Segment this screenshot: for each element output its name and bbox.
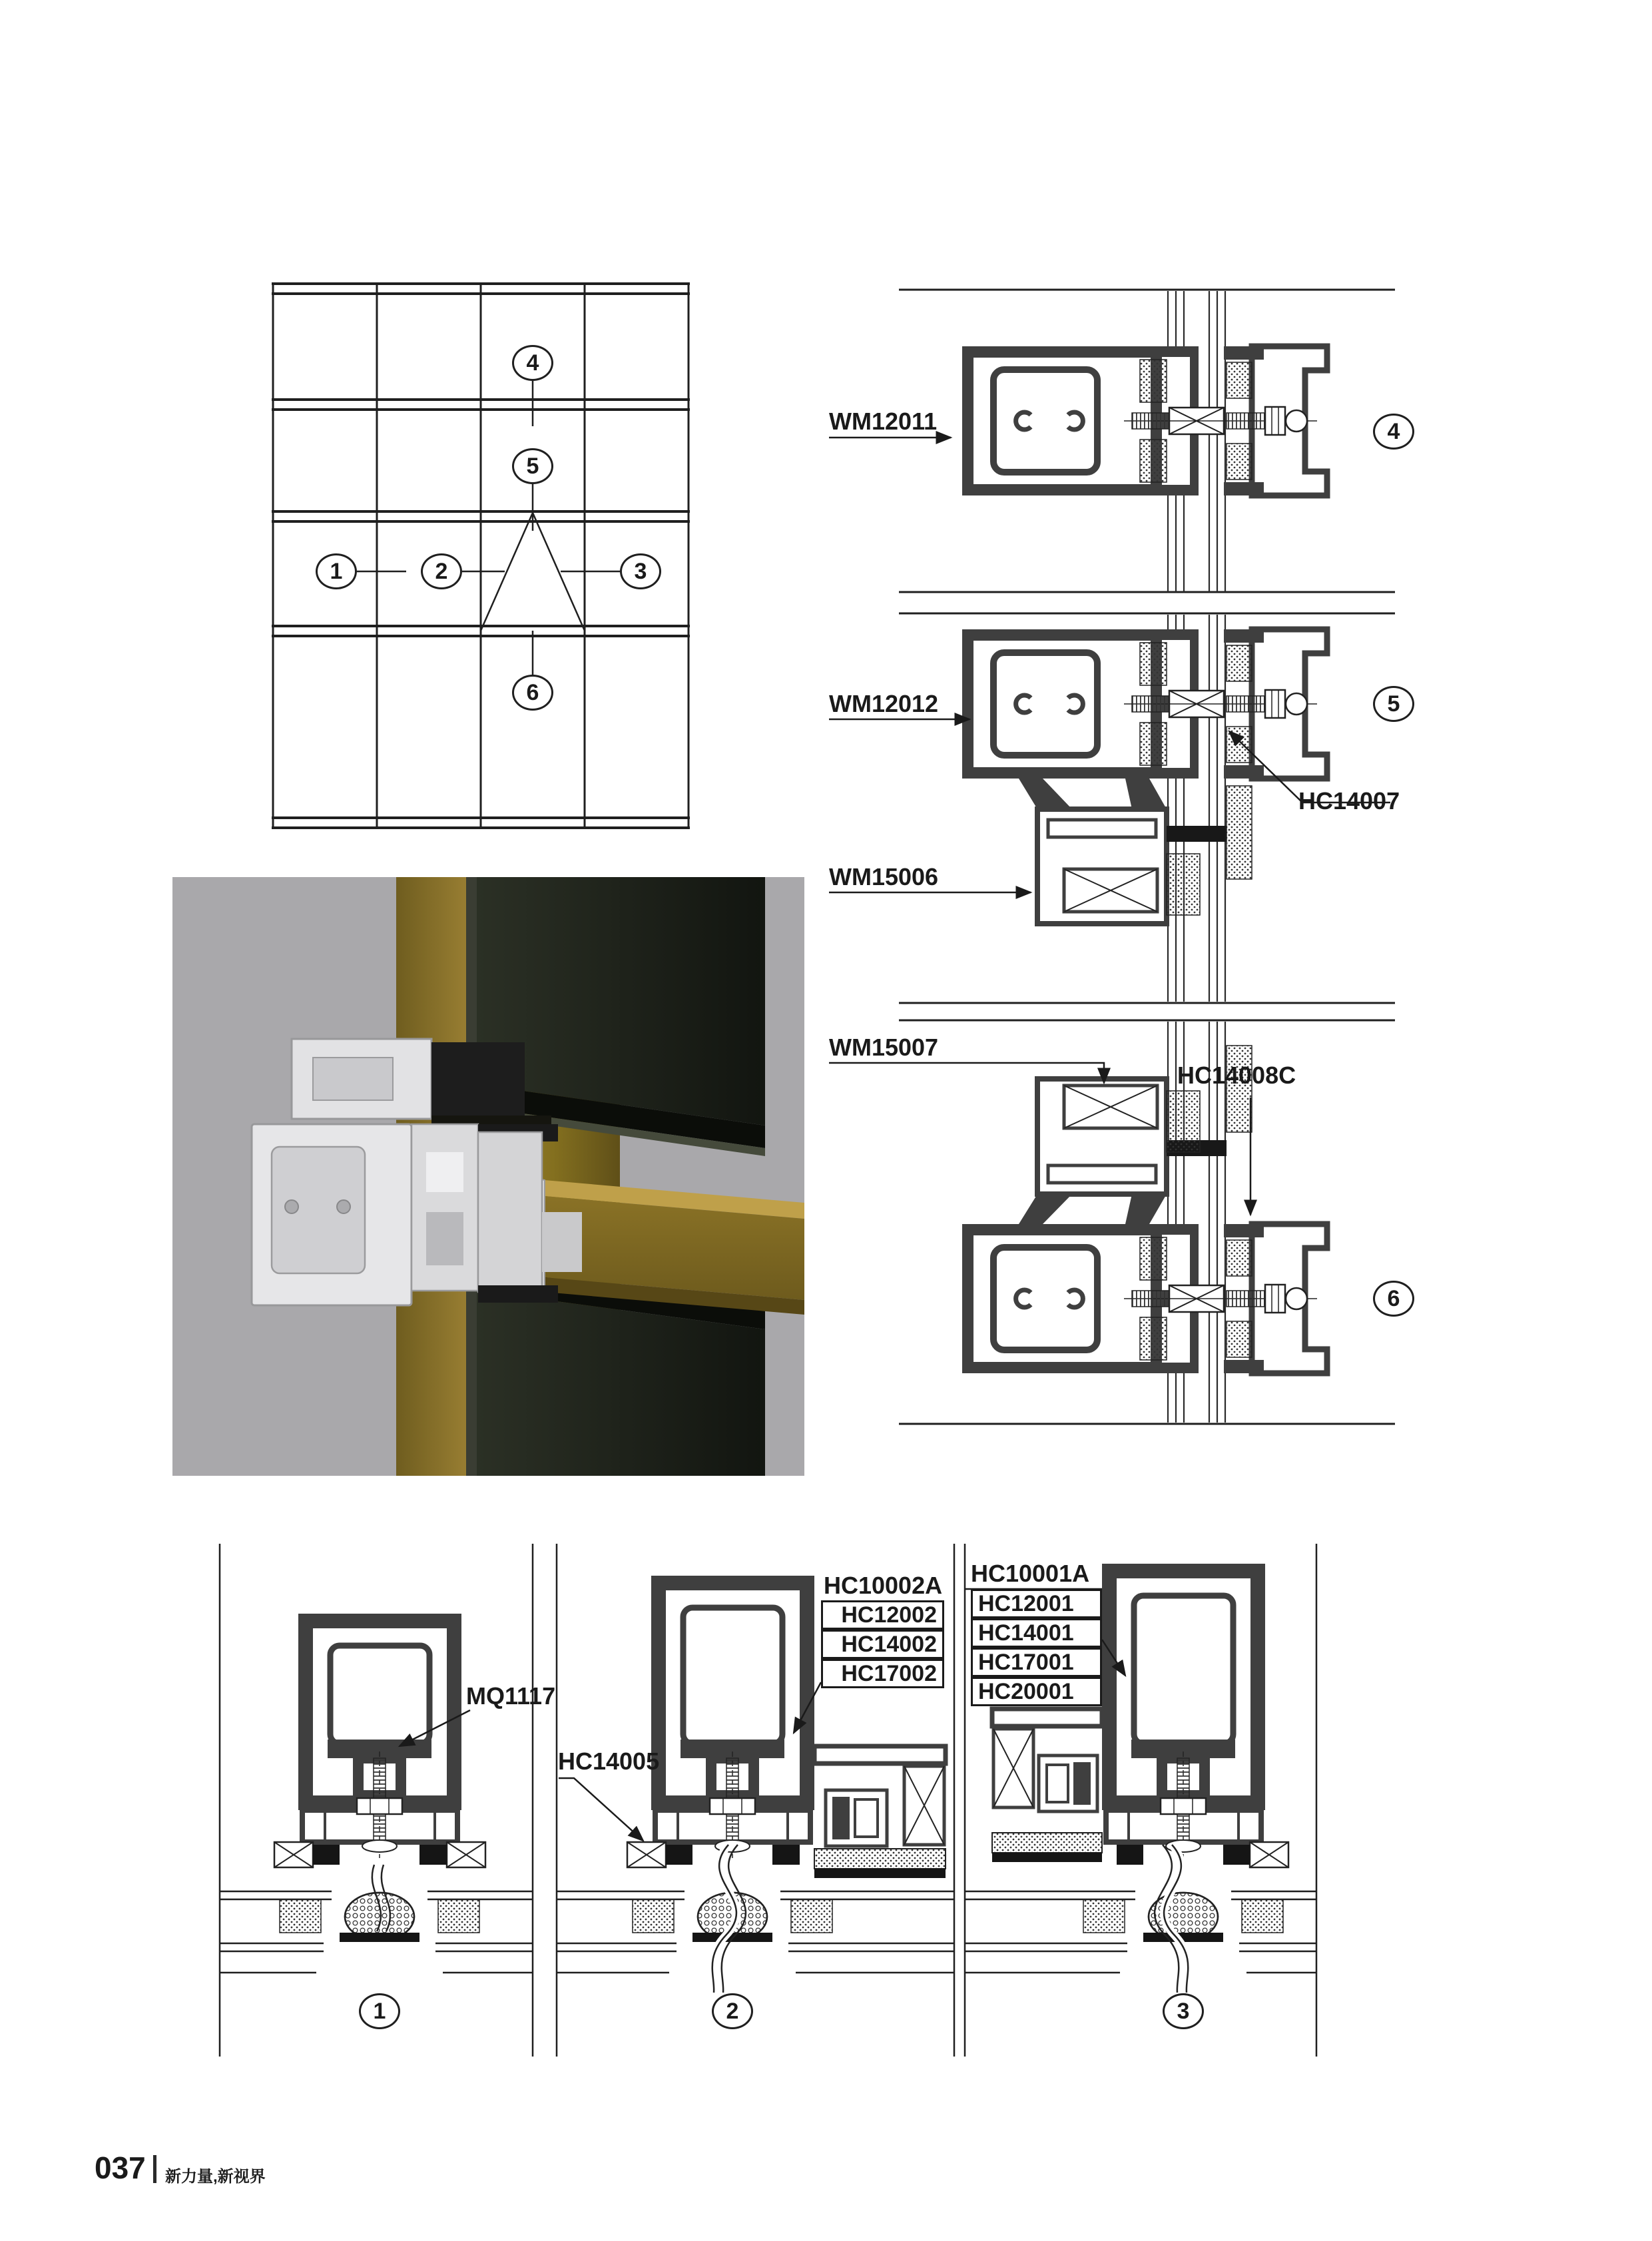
label-wm15007: WM15007 [829, 1034, 939, 1061]
section-detail-4 [962, 346, 1327, 495]
callout-5-section: 5 [1373, 686, 1414, 722]
callout-4-section: 4 [1373, 414, 1414, 450]
stack2-row: HC14002 [821, 1630, 944, 1659]
stack3-row: HC12001 [971, 1589, 1102, 1618]
footer-tagline: 新力量,新视界 [165, 2168, 266, 2186]
stack3-row: HC17001 [971, 1648, 1102, 1677]
stack2-row: HC12002 [821, 1600, 944, 1630]
callout-6-grid: 6 [512, 675, 553, 711]
stack3-row: HC14001 [971, 1618, 1102, 1648]
callout-1-grid: 1 [316, 553, 357, 589]
section-detail-6 [962, 1046, 1327, 1373]
footer-divider [153, 2155, 156, 2183]
callout-6-section: 6 [1373, 1281, 1414, 1317]
callout-1-detail: 1 [359, 1993, 400, 2029]
stack3-row: HC20001 [971, 1677, 1102, 1706]
page-number: 037 [95, 2150, 146, 2185]
bottom-detail-1 [220, 1614, 533, 1973]
label-wm15006: WM15006 [829, 863, 939, 890]
callout-4-grid: 4 [512, 345, 553, 381]
stack2-row: HC17002 [821, 1659, 944, 1688]
label-hc10002a: HC10002A [824, 1572, 943, 1599]
grid-callout-leaders [357, 381, 620, 675]
label-hc10001a: HC10001A [971, 1560, 1090, 1587]
callout-3-detail: 3 [1163, 1993, 1204, 2029]
label-wm12012: WM12012 [829, 690, 939, 717]
callout-2-detail: 2 [712, 1993, 753, 2029]
label-hc14005: HC14005 [558, 1748, 660, 1775]
label-hc14007: HC14007 [1298, 787, 1400, 814]
label-mq1117: MQ1117 [466, 1682, 556, 1710]
callout-5-grid: 5 [512, 448, 553, 484]
callout-2-grid: 2 [421, 553, 462, 589]
label-hc14008c: HC14008C [1177, 1062, 1296, 1089]
callout-3-grid: 3 [620, 553, 661, 589]
label-wm12011: WM12011 [829, 408, 938, 435]
render-3d-corner [172, 877, 804, 1476]
section-detail-5 [962, 629, 1327, 924]
